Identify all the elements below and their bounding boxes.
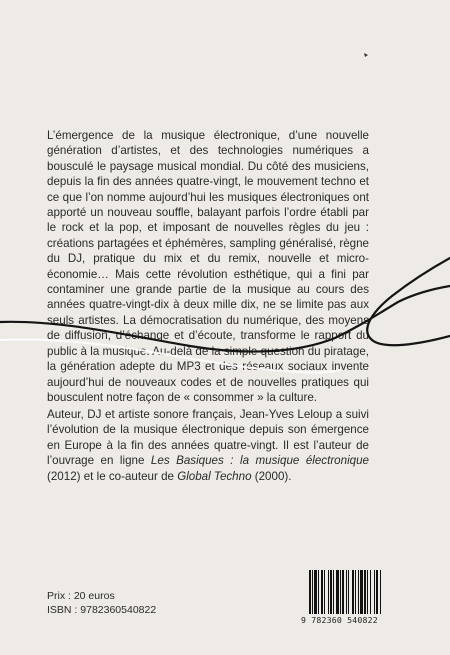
barcode-bar xyxy=(352,570,354,614)
bio-title-1: Les Basiques : la musique électronique xyxy=(150,454,369,468)
barcode-bar xyxy=(358,570,359,614)
barcode-bar xyxy=(312,570,313,614)
barcode-bar xyxy=(324,570,325,614)
barcode-bar xyxy=(318,570,319,614)
barcode-bar xyxy=(342,570,344,614)
price-label: Prix : 20 euros xyxy=(47,590,115,602)
barcode-bar xyxy=(309,570,311,614)
barcode-digits: 9 782360 540822 xyxy=(301,615,378,625)
barcode-bar xyxy=(374,570,375,614)
barcode-bar xyxy=(333,570,334,614)
barcode-bar xyxy=(367,570,368,614)
barcode-bar xyxy=(348,570,349,614)
barcode-bar xyxy=(360,570,363,614)
bio-text-3: (2000). xyxy=(251,469,292,483)
ink-speck xyxy=(364,53,368,57)
barcode-bar xyxy=(340,570,341,614)
barcode-bar xyxy=(346,570,347,614)
isbn-label: ISBN : 9782360540822 xyxy=(47,604,157,616)
isbn-barcode xyxy=(309,570,405,614)
barcode-bar xyxy=(355,570,356,614)
bio-title-2: Global Techno xyxy=(177,469,252,483)
bio-text-2: (2012) et le co-auteur de xyxy=(47,469,178,483)
barcode-bar xyxy=(376,570,378,614)
barcode-bar xyxy=(314,570,317,614)
barcode-bar xyxy=(328,570,329,614)
barcode-bar xyxy=(330,570,332,614)
barcode-bar xyxy=(321,570,323,614)
bio-text-1: Auteur, DJ et artiste sonore français, Jean-Yves Leloup a suivi l’évolution de la musique électronique depuis son émergence en Europe à la fin des années quatre-vingt. Il est l’auteur de l’ouvrage en ligne xyxy=(47,408,369,468)
book-meta xyxy=(47,589,156,617)
barcode-bar xyxy=(364,570,366,614)
blurb-paragraph: L’émergence de la musique électronique, d’une nouvelle génération d’artistes, et des technologies numériques a bousculé le paysage musical mondial. Du côté des musiciens, depuis la fin des années quatre-vingt, le mouvement techno et ce que l’on nomme aujourd’hui les musiques électroniques ont apporté un nouveau souffle, balayant parfois l’ordre établi par le rock et la pop, et imposant de nouvelles règles du jeu : créations partagées et éphémères, sampling généralisé, règne du DJ, pratique du mix et du remix, nouvelle et micro-économie… Mais cette révolution esthétique, qui a fini par contaminer une grande partie de la musique au cours des années quatre-vingt-dix à deux mille dix, ne se limite pas aux seuls artistes. La démocratisation du numérique, des moyens de diffusion, d’échange et d’écoute, transforme le rapport du public à la musique. Au-delà de la simple question du piratage, la génération adepte du MP3 et des réseaux sociaux invente aujourd’hui de nouveaux codes et de nouvelles pratiques qui bousculent notre façon de « consommer » la culture. xyxy=(47,129,369,404)
barcode-bar xyxy=(370,570,371,614)
barcode-bar xyxy=(336,570,339,614)
barcode-bar xyxy=(380,570,381,614)
author-bio xyxy=(47,407,369,484)
